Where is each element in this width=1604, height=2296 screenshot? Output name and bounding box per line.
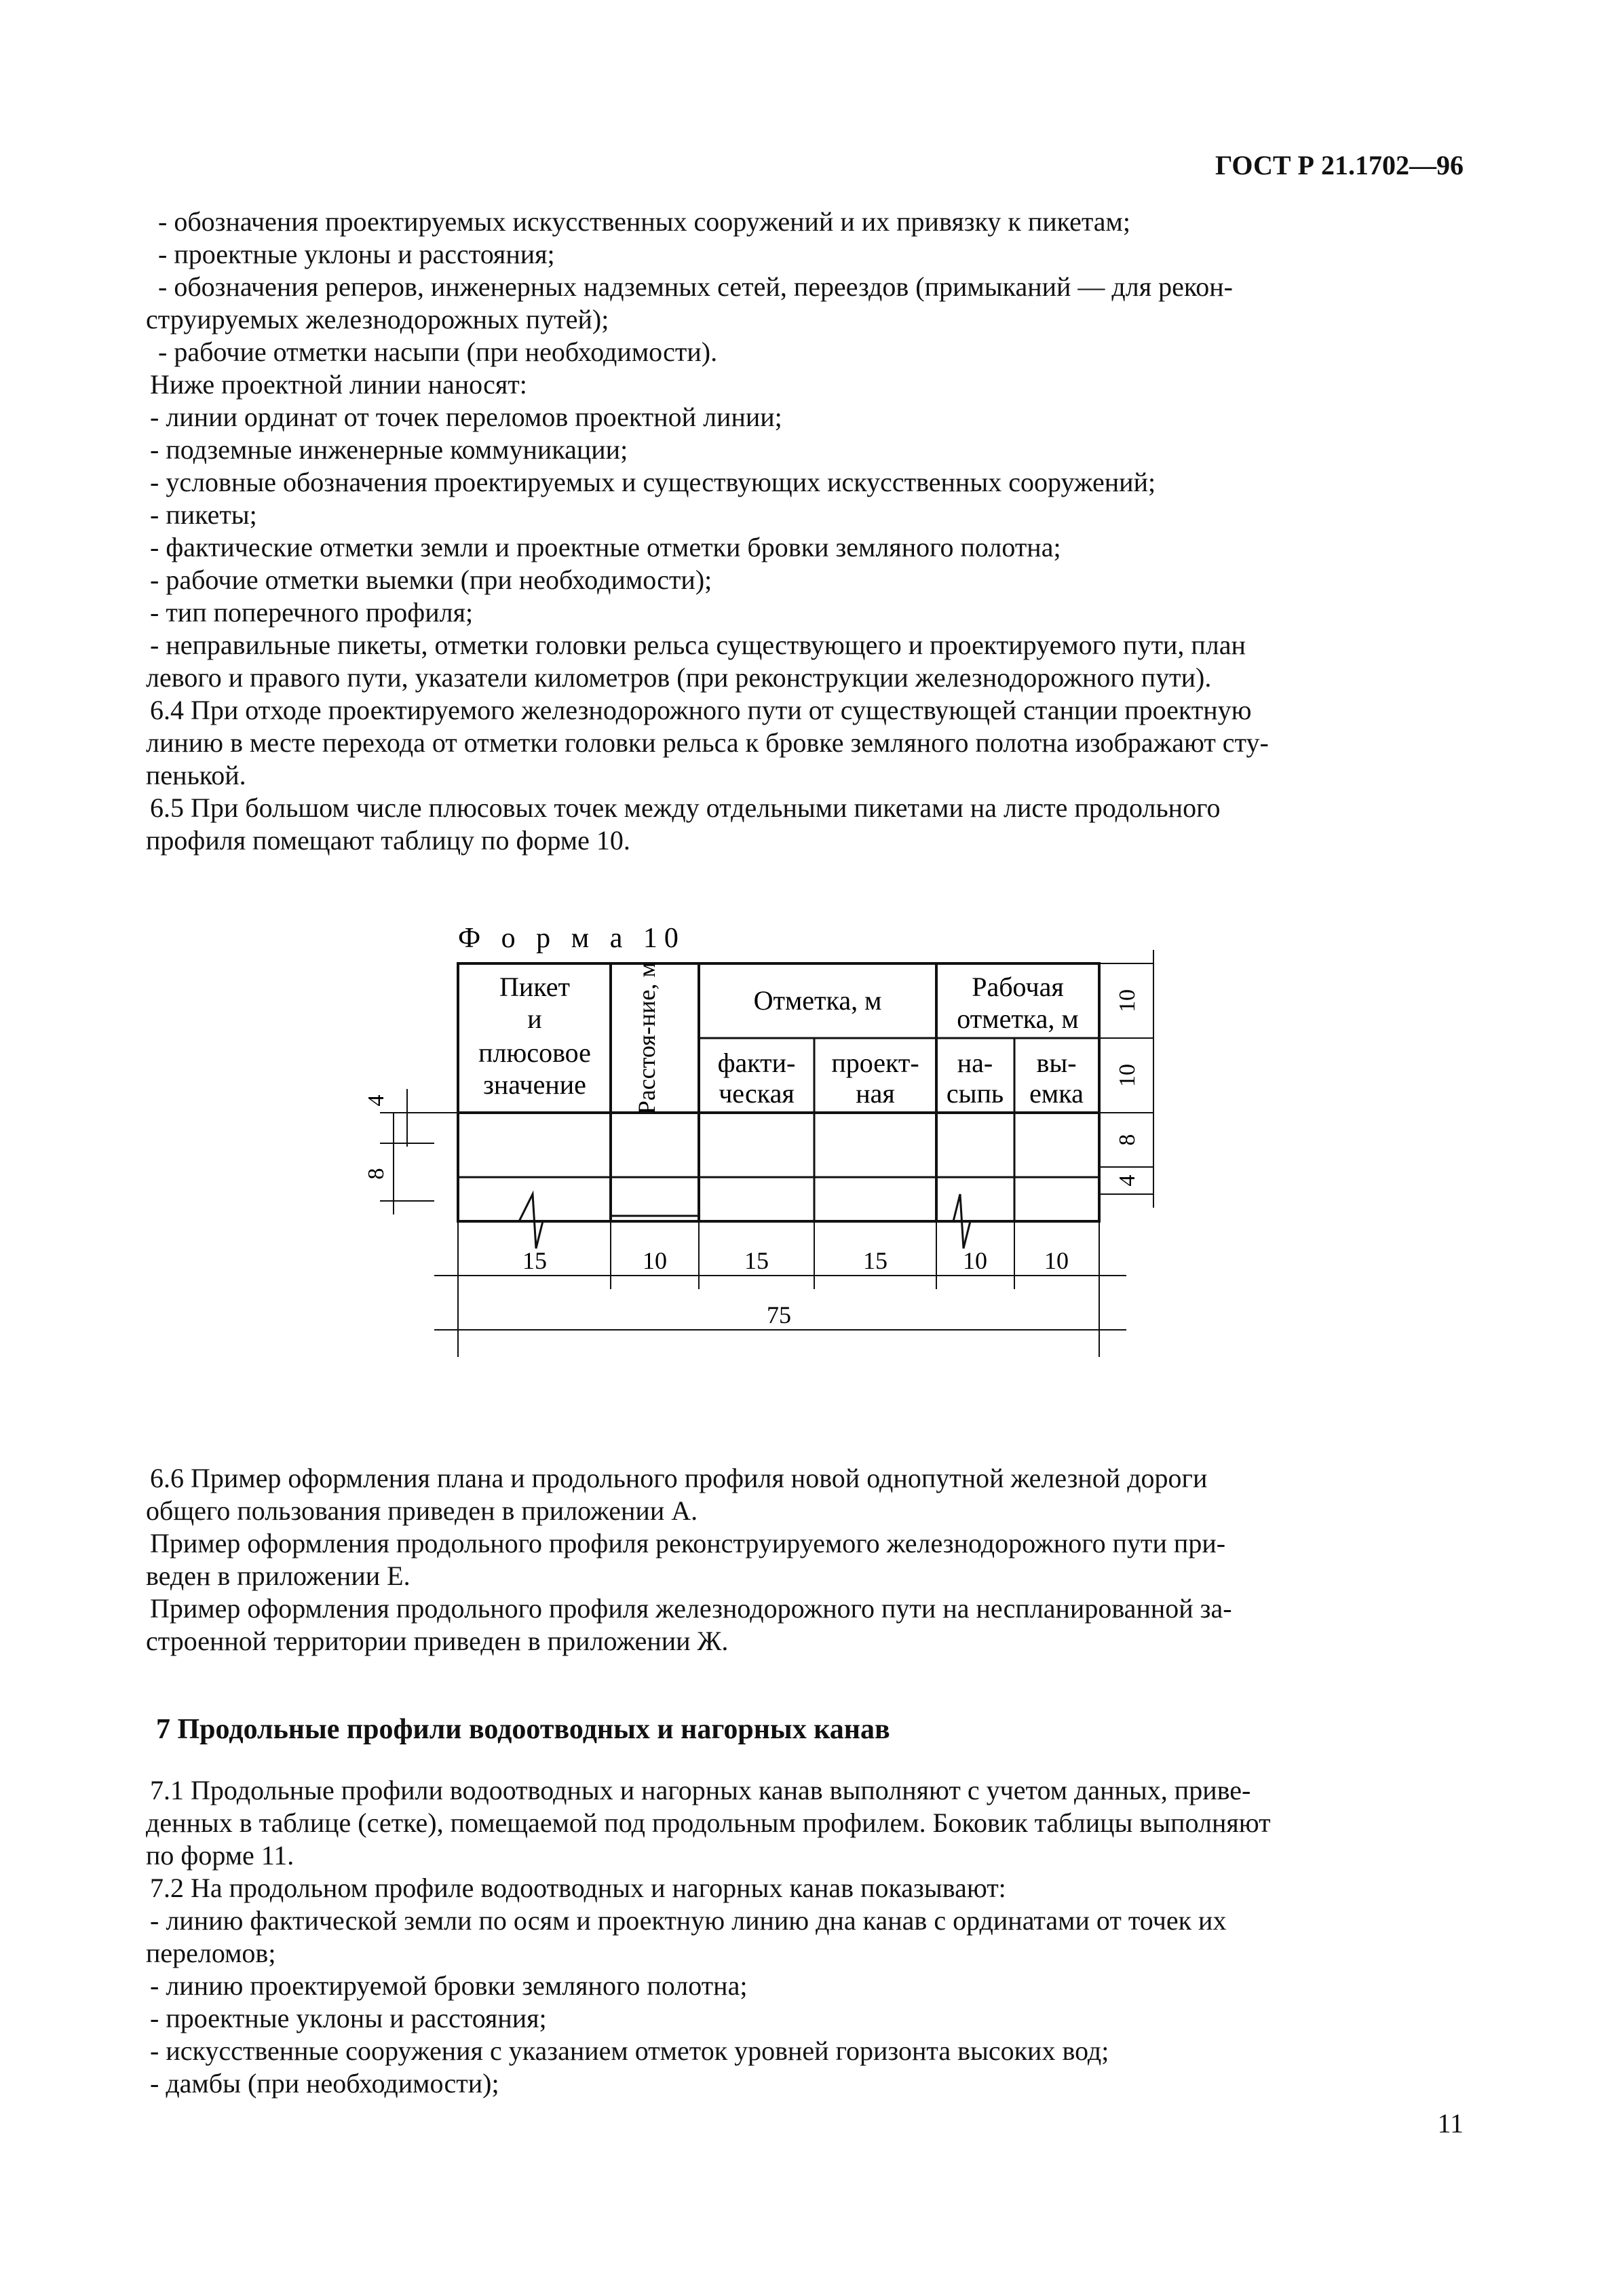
form-10-table-diagram bbox=[0, 909, 1604, 1452]
col-vyemka-line: емка bbox=[1029, 1078, 1084, 1109]
col-nasyp-line: сыпь bbox=[946, 1078, 1004, 1109]
text-line: строенной территории приведен в приложении Ж. bbox=[146, 1626, 729, 1656]
text-line: общего пользования приведен в приложении А. bbox=[146, 1495, 698, 1526]
dim-label: 8 bbox=[364, 1168, 389, 1180]
form-title: Ф о р м а 10 bbox=[458, 923, 685, 954]
text-line: - пикеты; bbox=[150, 499, 257, 530]
text-line: - фактические отметки земли и проектные отметки бровки земляного полотна; bbox=[150, 532, 1061, 562]
dim-label: 10 bbox=[1115, 989, 1140, 1012]
width-label: 15 bbox=[863, 1247, 887, 1274]
text-line: - условные обозначения проектируемых и существующих искусственных сооружений; bbox=[150, 467, 1156, 497]
width-label: 10 bbox=[963, 1247, 987, 1274]
col-piket-line: и bbox=[527, 1003, 542, 1034]
text-block-top bbox=[146, 206, 1466, 857]
col-piket-line: значение bbox=[483, 1069, 586, 1100]
text-line: 6.6 Пример оформления плана и продольного профиля новой однопутной железной дороги bbox=[150, 1463, 1208, 1493]
col-nasyp-line: на- bbox=[957, 1048, 993, 1078]
col-rabochaya-line: отметка, м bbox=[957, 1003, 1079, 1034]
section-title: 7 Продольные профили водоотводных и нагорных канав bbox=[156, 1714, 890, 1745]
text-line: - проектные уклоны и расстояния; bbox=[150, 2003, 547, 2033]
text-line: переломов; bbox=[146, 1938, 276, 1968]
col-fakt-line: ческая bbox=[719, 1078, 795, 1109]
text-line: - обозначения проектируемых искусственных сооружений и их привязку к пикетам; bbox=[158, 206, 1130, 237]
text-line: - линию проектируемой бровки земляного полотна; bbox=[150, 1970, 748, 2001]
text-line: - линии ординат от точек переломов проектной линии; bbox=[150, 402, 782, 432]
total-width-label: 75 bbox=[767, 1301, 791, 1328]
text-line: веден в приложении Е. bbox=[146, 1561, 410, 1591]
col-piket-line: Пикет bbox=[499, 972, 570, 1002]
text-line: левого и правого пути, указатели километров (при реконструкции железнодорожного пути). bbox=[146, 662, 1212, 693]
text-line: профиля помещают таблицу по форме 10. bbox=[146, 825, 630, 856]
text-line: - рабочие отметки выемки (при необходимости); bbox=[150, 565, 712, 595]
text-line: 7.2 На продольном профиле водоотводных и нагорных канав показывают: bbox=[150, 1873, 1006, 1903]
dim-label: 10 bbox=[1115, 1064, 1140, 1087]
text-line: линию в месте перехода от отметки головки рельса к бровке земляного полотна изображают сту- bbox=[146, 727, 1269, 758]
dim-label: 4 bbox=[364, 1094, 389, 1107]
width-label: 10 bbox=[1044, 1247, 1069, 1274]
text-line: - линию фактической земли по осям и проектную линию дна канав с ординатами от точек их bbox=[150, 1905, 1227, 1936]
text-line: - обозначения реперов, инженерных надземных сетей, переездов (примыканий — для рекон- bbox=[158, 271, 1234, 302]
col-piket-line: плюсовое bbox=[478, 1037, 591, 1068]
text-line: - тип поперечного профиля; bbox=[150, 597, 474, 628]
text-line: по форме 11. bbox=[146, 1840, 294, 1871]
text-line: 6.5 При большом числе плюсовых точек между отдельными пикетами на листе продольного bbox=[150, 792, 1221, 823]
text-block-bottom bbox=[146, 1774, 1466, 2100]
text-line: Пример оформления продольного профиля реконструируемого железнодорожного пути при- bbox=[150, 1528, 1226, 1558]
col-rasst: Расстоя-ние, м bbox=[633, 961, 660, 1115]
text-line: 7.1 Продольные профили водоотводных и нагорных канав выполняют с учетом данных, приве- bbox=[150, 1775, 1251, 1805]
dim-label: 4 bbox=[1115, 1174, 1140, 1187]
text-line: - подземные инженерные коммуникации; bbox=[150, 434, 628, 465]
text-block-middle bbox=[146, 1462, 1466, 1658]
text-line: - неправильные пикеты, отметки головки рельса существующего и проектируемого пути, план bbox=[150, 630, 1246, 660]
text-line: Ниже проектной линии наносят: bbox=[150, 369, 527, 400]
text-line: - проектные уклоны и расстояния; bbox=[158, 239, 555, 269]
col-rabochaya-line: Рабочая bbox=[972, 972, 1064, 1002]
col-proekt-line: проект- bbox=[831, 1048, 919, 1078]
text-line: Пример оформления продольного профиля железнодорожного пути на неспланированной за- bbox=[150, 1593, 1232, 1624]
text-line: денных в таблице (сетке), помещаемой под продольным профилем. Боковик таблицы выполняют bbox=[146, 1807, 1271, 1838]
width-label: 15 bbox=[522, 1247, 547, 1274]
col-otmetka: Отметка, м bbox=[753, 985, 882, 1016]
text-line: - рабочие отметки насыпи (при необходимости). bbox=[158, 337, 718, 367]
col-vyemka-line: вы- bbox=[1036, 1048, 1077, 1078]
page-number: 11 bbox=[1437, 2108, 1464, 2139]
col-proekt-line: ная bbox=[856, 1078, 895, 1109]
text-line: 6.4 При отходе проектируемого железнодорожного пути от существующей станции проектную bbox=[150, 695, 1252, 725]
col-fakt-line: факти- bbox=[717, 1048, 796, 1078]
dim-label: 8 bbox=[1115, 1134, 1140, 1146]
text-line: струируемых железнодорожных путей); bbox=[146, 304, 609, 334]
text-line: пенькой. bbox=[146, 760, 246, 790]
text-line: - искусственные сооружения с указанием отметок уровней горизонта высоких вод; bbox=[150, 2035, 1109, 2066]
document-header: ГОСТ Р 21.1702—96 bbox=[1215, 150, 1464, 180]
width-label: 15 bbox=[744, 1247, 769, 1274]
text-line: - дамбы (при необходимости); bbox=[150, 2068, 499, 2099]
width-label: 10 bbox=[643, 1247, 667, 1274]
break-mark bbox=[943, 1194, 1011, 1248]
